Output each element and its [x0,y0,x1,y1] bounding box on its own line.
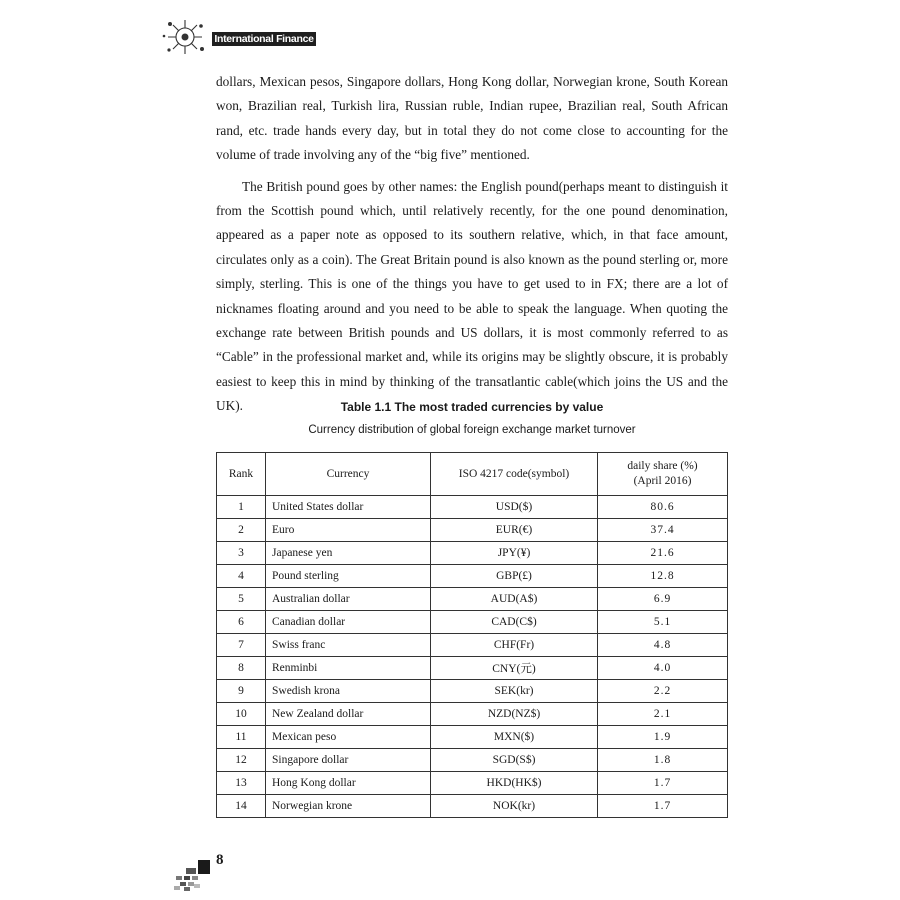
iso-code-cell: AUD(A$) [431,588,598,611]
table-row [217,542,728,565]
iso-code-cell: CNY(元) [431,657,598,680]
iso-code-cell: HKD(HK$) [431,772,598,795]
rank-cell: 8 [217,657,266,680]
daily-share-cell: 2.1 [598,703,728,726]
rank-cell: 9 [217,680,266,703]
currency-cell: Singapore dollar [266,749,431,772]
daily-share-cell: 80.6 [598,496,728,519]
iso-code-cell: USD($) [431,496,598,519]
currency-cell: Euro [266,519,431,542]
rank-cell: 14 [217,795,266,818]
currency-cell: Renminbi [266,657,431,680]
table-row [217,519,728,542]
header-rank: Rank [217,453,266,496]
currency-cell: United States dollar [266,496,431,519]
daily-share-cell: 1.8 [598,749,728,772]
header-currency: Currency [266,453,431,496]
book-title-tag: International Finance [212,32,316,46]
rank-cell: 5 [217,588,266,611]
daily-share-cell: 21.6 [598,542,728,565]
currency-cell: Pound sterling [266,565,431,588]
table-header-row [217,453,728,496]
currency-cell: Canadian dollar [266,611,431,634]
rank-cell: 11 [217,726,266,749]
daily-share-cell: 5.1 [598,611,728,634]
table-row [217,611,728,634]
decorative-logo-icon [160,16,210,58]
currency-cell: Japanese yen [266,542,431,565]
iso-code-cell: CAD(C$) [431,611,598,634]
rank-cell: 2 [217,519,266,542]
iso-code-cell: NZD(NZ$) [431,703,598,726]
currency-cell: Norwegian krone [266,795,431,818]
table-row [217,680,728,703]
iso-code-cell: SEK(kr) [431,680,598,703]
rank-cell: 4 [217,565,266,588]
iso-code-cell: MXN($) [431,726,598,749]
daily-share-cell: 2.2 [598,680,728,703]
daily-share-cell: 1.7 [598,772,728,795]
page-number: 8 [216,852,224,868]
daily-share-cell: 1.7 [598,795,728,818]
iso-code-cell: EUR(€) [431,519,598,542]
table-row [217,703,728,726]
currency-cell: Swiss franc [266,634,431,657]
table-row [217,588,728,611]
iso-code-cell: JPY(¥) [431,542,598,565]
table-row [217,726,728,749]
currency-cell: Australian dollar [266,588,431,611]
rank-cell: 1 [217,496,266,519]
iso-code-cell: NOK(kr) [431,795,598,818]
header-iso: ISO 4217 code(symbol) [431,453,598,496]
iso-code-cell: CHF(Fr) [431,634,598,657]
table-row [217,749,728,772]
currency-cell: Mexican peso [266,726,431,749]
table-row [217,496,728,519]
iso-code-cell: GBP(£) [431,565,598,588]
table-body [217,496,728,818]
iso-code-cell: SGD(S$) [431,749,598,772]
body-text [216,70,728,419]
rank-cell: 10 [217,703,266,726]
table-row [217,657,728,680]
table-row [217,565,728,588]
currency-cell: New Zealand dollar [266,703,431,726]
table-title: Table 1.1 The most traded currencies by value [340,400,604,414]
header-share-line2: (April 2016) [633,475,692,487]
daily-share-cell: 4.8 [598,634,728,657]
daily-share-cell: 12.8 [598,565,728,588]
daily-share-cell: 6.9 [598,588,728,611]
rank-cell: 6 [217,611,266,634]
rank-cell: 7 [217,634,266,657]
table-subtitle: Currency distribution of global foreign exchange market turnover [308,424,636,436]
daily-share-cell: 37.4 [598,519,728,542]
table-row [217,634,728,657]
paragraph: The British pound goes by other names: the English pound(perhaps meant to distinguish it from the Scottish pound which, until relatively recently, for the one pound denomination, appeared as a paper note as opposed to its southern relative, which, in that face amount, circulates only as a coin). The Great Britain pound is also known as the pound sterling or, more simply, sterling. This is one of the things you have to get used to in FX; there are a lot of nicknames floating around and you need to be able to speak the language. When quoting the exchange rate between British pounds and US dollars, it is most commonly referred to as “Cable” in the professional market and, while its origins may be slightly obscure, it is probably easiest to keep this in mind by thinking of the transatlantic cable(which joins the US and the UK). [216,178,728,414]
rank-cell: 12 [217,749,266,772]
daily-share-cell: 1.9 [598,726,728,749]
paragraph: dollars, Mexican pesos, Singapore dollars, Hong Kong dollar, Norwegian krone, South Korean won, Brazilian real, Turkish lira, Russian ruble, Indian rupee, Brazilian real, South African rand, etc. trade hands every day, but in total they do not come close to accounting for the volume of trade involving any of the “big five” mentioned. [216,74,728,163]
daily-share-cell: 4.0 [598,657,728,680]
header-daily-share [598,453,728,496]
currency-cell: Hong Kong dollar [266,772,431,795]
rank-cell: 3 [217,542,266,565]
table-row [217,795,728,818]
currency-table [216,452,728,818]
corner-pattern-icon [172,860,212,892]
header-share-line1: daily share (%) [627,460,698,472]
rank-cell: 13 [217,772,266,795]
table-row [217,772,728,795]
page-footer [172,852,252,892]
currency-cell: Swedish krona [266,680,431,703]
